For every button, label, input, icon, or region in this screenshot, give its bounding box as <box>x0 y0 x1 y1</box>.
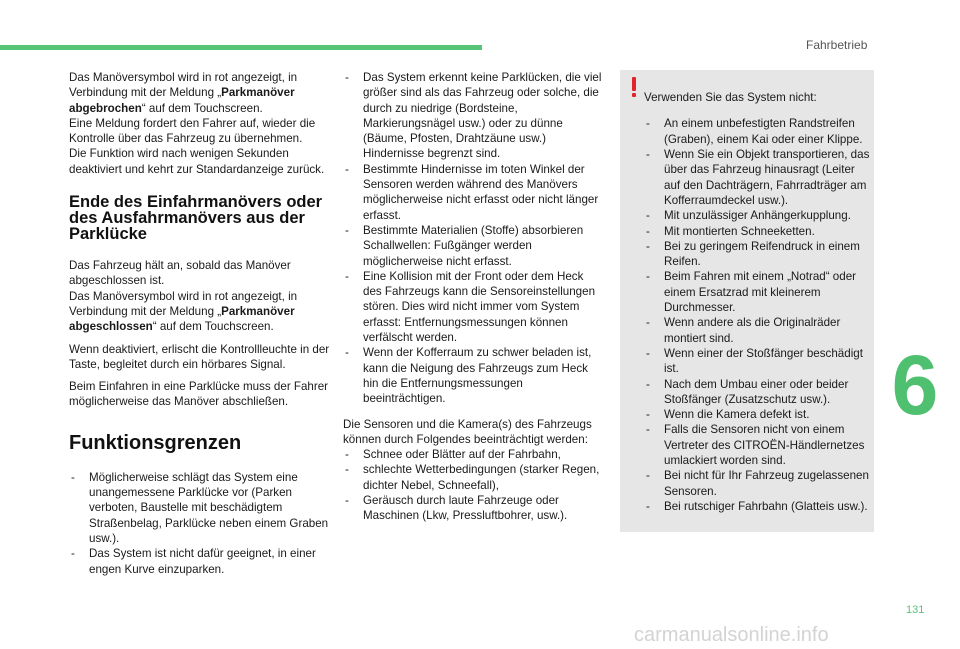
list-item: - Falls die Sensoren nicht von einem Vertreter des CITROËN-Händlernetzes umlackiert worden sind. <box>644 422 870 468</box>
bold-term: Parkmanöver abgeschlossen <box>69 304 295 334</box>
text-run: Das Manöversymbol wird in rot angezeigt, in Verbindung mit der Meldung „ <box>69 71 298 100</box>
list-item: - Wenn der Kofferraum zu schwer beladen ist, kann die Neigung des Fahrzeugs zum Heck hin die Entfernungsmessungen beeinträchtigen. <box>343 345 605 406</box>
exclamation-icon <box>628 76 640 98</box>
bold-term: Parkmanöver abgebrochen <box>69 86 295 115</box>
section-title: Fahrbetrieb <box>806 38 868 52</box>
heading-function-limits: Funktionsgrenzen <box>69 431 242 454</box>
warning-box <box>620 70 874 532</box>
list-item: - Wenn andere als die Originalräder montiert sind. <box>644 315 870 346</box>
list-item: - Eine Kollision mit der Front oder dem Heck des Fahrzeugs kann die Sensoreinstellungen stören. Dies wird nicht immer vom System erfasst: Entfernungsmessungen können verfälscht werden. <box>343 269 605 345</box>
header-accent-bar <box>0 45 482 50</box>
list-item: - Das System ist nicht dafür geeignet, in einer engen Kurve einzuparken. <box>69 546 331 577</box>
list-item: - Schnee oder Blätter auf der Fahrbahn, <box>343 447 605 462</box>
list-item: - Bei nicht für Ihr Fahrzeug zugelassenen Sensoren. <box>644 468 870 499</box>
page-number: 131 <box>906 604 925 616</box>
list-item: - Wenn die Kamera defekt ist. <box>644 407 870 422</box>
column-middle <box>343 70 605 524</box>
text-run: “ auf dem Touchscreen. <box>152 320 274 334</box>
limits-list-middle <box>343 70 605 407</box>
list-item: - Bei rutschiger Fahrbahn (Glatteis usw.). <box>644 499 870 514</box>
list-item: - Möglicherweise schlägt das System eine unangemessene Parklücke vor (Parken verboten, Baustelle mit beschädigtem Straßenbelag, Parklücke neben einem Graben usw.). <box>69 470 331 546</box>
list-item: - Bestimmte Hindernisse im toten Winkel der Sensoren werden während des Manövers möglicherweise nicht erfasst oder nicht länger erfasst. <box>343 162 605 223</box>
list-item: - schlechte Wetterbedingungen (starker Regen, dichter Nebel, Schneefall), <box>343 462 605 493</box>
list-item: - Mit montierten Schneeketten. <box>644 224 870 239</box>
list-item: - An einem unbefestigten Randstreifen (Graben), einem Kai oder einer Klippe. <box>644 116 870 147</box>
paragraph-vehicle-stops: Das Fahrzeug hält an, sobald das Manöver abgeschlossen ist. <box>69 259 291 288</box>
list-item: - Mit unzulässiger Anhängerkupplung. <box>644 208 870 223</box>
paragraph-complete-message <box>69 289 331 335</box>
paragraph-sensor-intro: Die Sensoren und die Kamera(s) des Fahrzeugs können durch Folgendes beeinträchtigt werden: <box>343 417 592 446</box>
column-left <box>69 70 331 577</box>
warning-list <box>644 116 870 514</box>
paragraph-driver-finish: Beim Einfahren in eine Parklücke muss der Fahrer möglicherweise das Manöver abschließen. <box>69 380 329 409</box>
list-item: - Geräusch durch laute Fahrzeuge oder Maschinen (Lkw, Pressluftbohrer, usw.). <box>343 493 605 524</box>
paragraph-indicator-off: Wenn deaktiviert, erlischt die Kontrollleuchte in der Taste, begleitet durch ein hörbares Signal. <box>69 342 330 371</box>
list-item: - Nach dem Umbau einer oder beider Stoßfänger (Zusatzschutz usw.). <box>644 377 870 408</box>
list-item: - Bei zu geringem Reifendruck in einem Reifen. <box>644 239 870 270</box>
list-item: - Wenn einer der Stoßfänger beschädigt ist. <box>644 346 870 377</box>
list-item: - Beim Fahren mit einem „Notrad“ oder einem Ersatzrad mit kleinerem Durchmesser. <box>644 269 870 315</box>
list-item: - Wenn Sie ein Objekt transportieren, das über das Fahrzeug hinausragt (Leiter auf den Dachträgern, Fahrradträger am Kofferraumdeckel usw.). <box>644 147 870 208</box>
paragraph-abort-message <box>69 70 331 116</box>
paragraph-driver-control: Eine Meldung fordert den Fahrer auf, wieder die Kontrolle über das Fahrzeug zu übernehmen. <box>69 116 316 146</box>
list-item: - Das System erkennt keine Parklücken, die viel größer sind als das Fahrzeug oder solche, die durch zu niedrige (Bordsteine, Markierungsnägel usw.) oder zu dünne (Bäume, Pfosten, Drahtzäune usw.) Hindernisse begrenzt sind. <box>343 70 605 162</box>
paragraph-deactivation: Die Funktion wird nach wenigen Sekunden deaktiviert und kehrt zur Standardanzeige zurück. <box>69 147 325 176</box>
limits-list-left <box>69 470 331 577</box>
chapter-number: 6 <box>891 338 939 432</box>
conditions-list <box>343 447 605 523</box>
warning-content <box>644 78 870 514</box>
warning-title: Verwenden Sie das System nicht: <box>644 90 817 104</box>
list-item: - Bestimmte Materialien (Stoffe) absorbieren Schallwellen: Fußgänger werden möglicherweise nicht erfasst. <box>343 223 605 269</box>
watermark: carmanualsonline.info <box>634 624 829 646</box>
text-run: “ auf dem Touchscreen. <box>141 101 263 115</box>
text-run: Das Manöversymbol wird in rot angezeigt, in Verbindung mit der Meldung „ <box>69 289 298 318</box>
heading-exit-maneuver: Ende des Einfahrmanövers oder des Ausfahrmanövers aus der Parklücke <box>69 193 323 244</box>
